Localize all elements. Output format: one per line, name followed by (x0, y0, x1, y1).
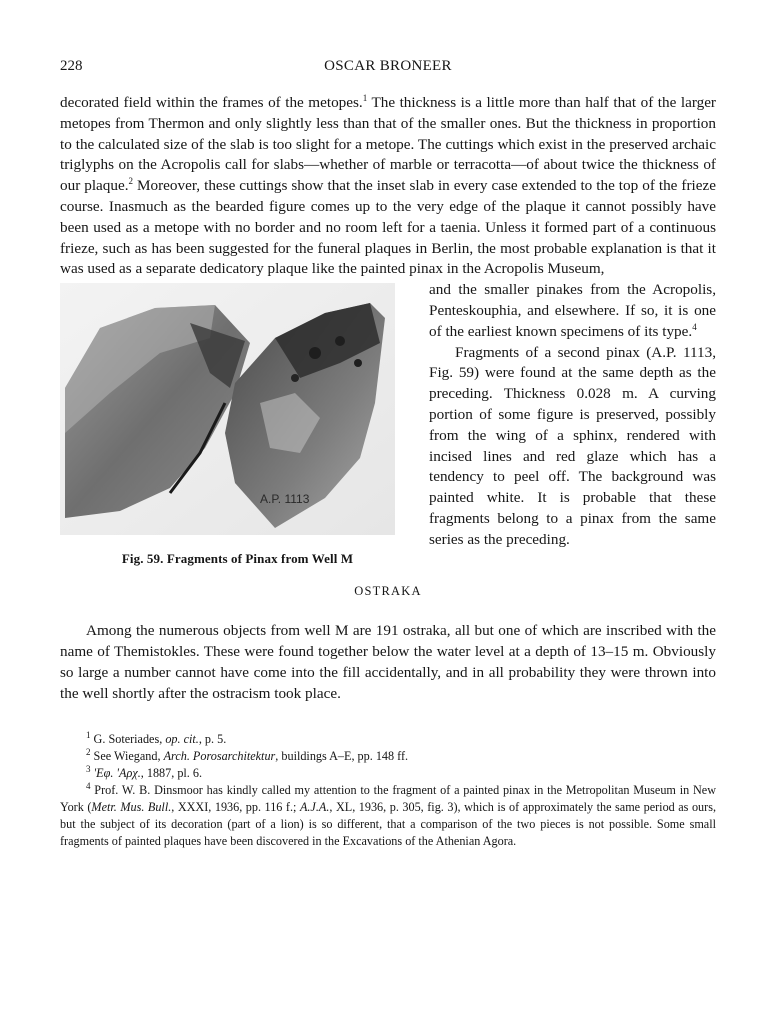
text-run: Prof. W. B. Dinsmoor has kindly called my attention to the fragment of a painted pinax in the Metropolitan Museum in New York ( (60, 782, 716, 814)
text-run: Moreover, these cuttings show that the inset slab in every case extended to the top of the frieze course. Inasmuch as the bearded figure comes up to the very edge of the plaque it cannot possibly have been used as a metope with no border and no room left for a taenia. Unless it formed part of a continuous frieze, such as has been suggested for the funeral plaques in Berlin, the most probable explanation is that it was used as a separate dedicatory plaque like the painted pinax in the Acropolis Museum, (60, 177, 716, 278)
running-head: OSCAR BRONEER (324, 58, 452, 74)
text-run: The thickness is a little more than half that of the larger metopes from Thermon and only slightly less than that of the smaller ones. But the thickness in proportion to the calculated size of the slab is too slight for a metope. The cuttings which exist in the preserved archaic triglyphs on the Acropolis call for slabs—whether of marble or terracotta—of about twice the thickness of our plaque. (60, 94, 716, 195)
page-header (60, 58, 716, 78)
text-run: Metr. Mus. Bull. (91, 799, 172, 814)
text-run: , XXXI, 1936, pp. 116 f.; (171, 799, 300, 814)
text-run: G. Soteriades, (90, 731, 166, 746)
figure-59 (60, 283, 415, 570)
footnote-ref-1[interactable]: 1 (362, 92, 368, 103)
figure-caption: Fig. 59. Fragments of Pinax from Well M (121, 551, 354, 567)
text-run: , XL, 1936, p. 305, fig. 3), which is of approximately the same period as ours, but the subject of its decoration (part of a lion) is so different, that a comparison of the two pieces is not possible. Some small fragments of painted plaques have been discovered in the Excavations of the Athenian Agora. (60, 799, 716, 848)
text-run: and the smaller pinakes from the Acropolis, Penteskouphia, and elsewhere. If so, it is one of the earliest known specimens of its type. (429, 281, 716, 340)
section-heading: OSTRAKA (354, 583, 422, 598)
pinax-fragments-image (60, 283, 395, 535)
footnote-3 (60, 765, 716, 782)
text-run: Arch. Porosarchitektur (163, 748, 276, 763)
text-run: decorated field within the frames of the metopes. (60, 94, 363, 111)
paragraph-plaque (60, 93, 716, 280)
body-text (60, 93, 716, 705)
paragraph-second-pinax: Fragments of a second pinax (A.P. 1113, Fig. 59) were found at the same depth as the preceding. Thickness 0.028 m. A curving portion of some figure is preserved, possibly from the wing of a sphinx, rendered with incised lines and red glaze which has a tendency to peel off. The background was painted white. It is probable that these fragments belong to a pinax from the same series as the preceding. (429, 343, 716, 548)
footnote-mark: 4 (86, 780, 91, 791)
figure-photo (60, 283, 395, 535)
footnote-mark: 3 (86, 763, 91, 774)
footnote-ref-4[interactable]: 4 (692, 321, 697, 332)
paragraph-ostraka: Among the numerous objects from well M are 191 ostraka, all but one of which are inscribed with the name of Themistokles. These were found together below the water level at a depth of 13–15 m. Obviously so large a number cannot have come into the fill accidentally, and in all probability they were thrown into the well shortly after the ostracism took place. (60, 622, 716, 702)
page (60, 58, 716, 850)
footnote-mark: 1 (86, 729, 91, 740)
footnotes (60, 731, 716, 850)
footnote-4 (60, 782, 716, 850)
text-run: , p. 5. (198, 731, 227, 746)
footnote-2 (60, 748, 716, 765)
footnote-mark: 2 (86, 746, 91, 757)
footnote-ref-2[interactable]: 2 (128, 176, 134, 187)
text-run: 'Εφ. 'Αρχ. (93, 765, 141, 780)
text-run: A.J.A. (299, 799, 330, 814)
object-label: A.P. 1113 (260, 492, 310, 507)
footnote-1 (60, 731, 716, 748)
text-run: , 1887, pl. 6. (140, 765, 203, 780)
text-run: op. cit. (165, 731, 199, 746)
text-run: See Wiegand, (90, 748, 164, 763)
text-run: , buildings A–E, pp. 148 ff. (275, 748, 409, 763)
page-number: 228 (60, 58, 83, 74)
